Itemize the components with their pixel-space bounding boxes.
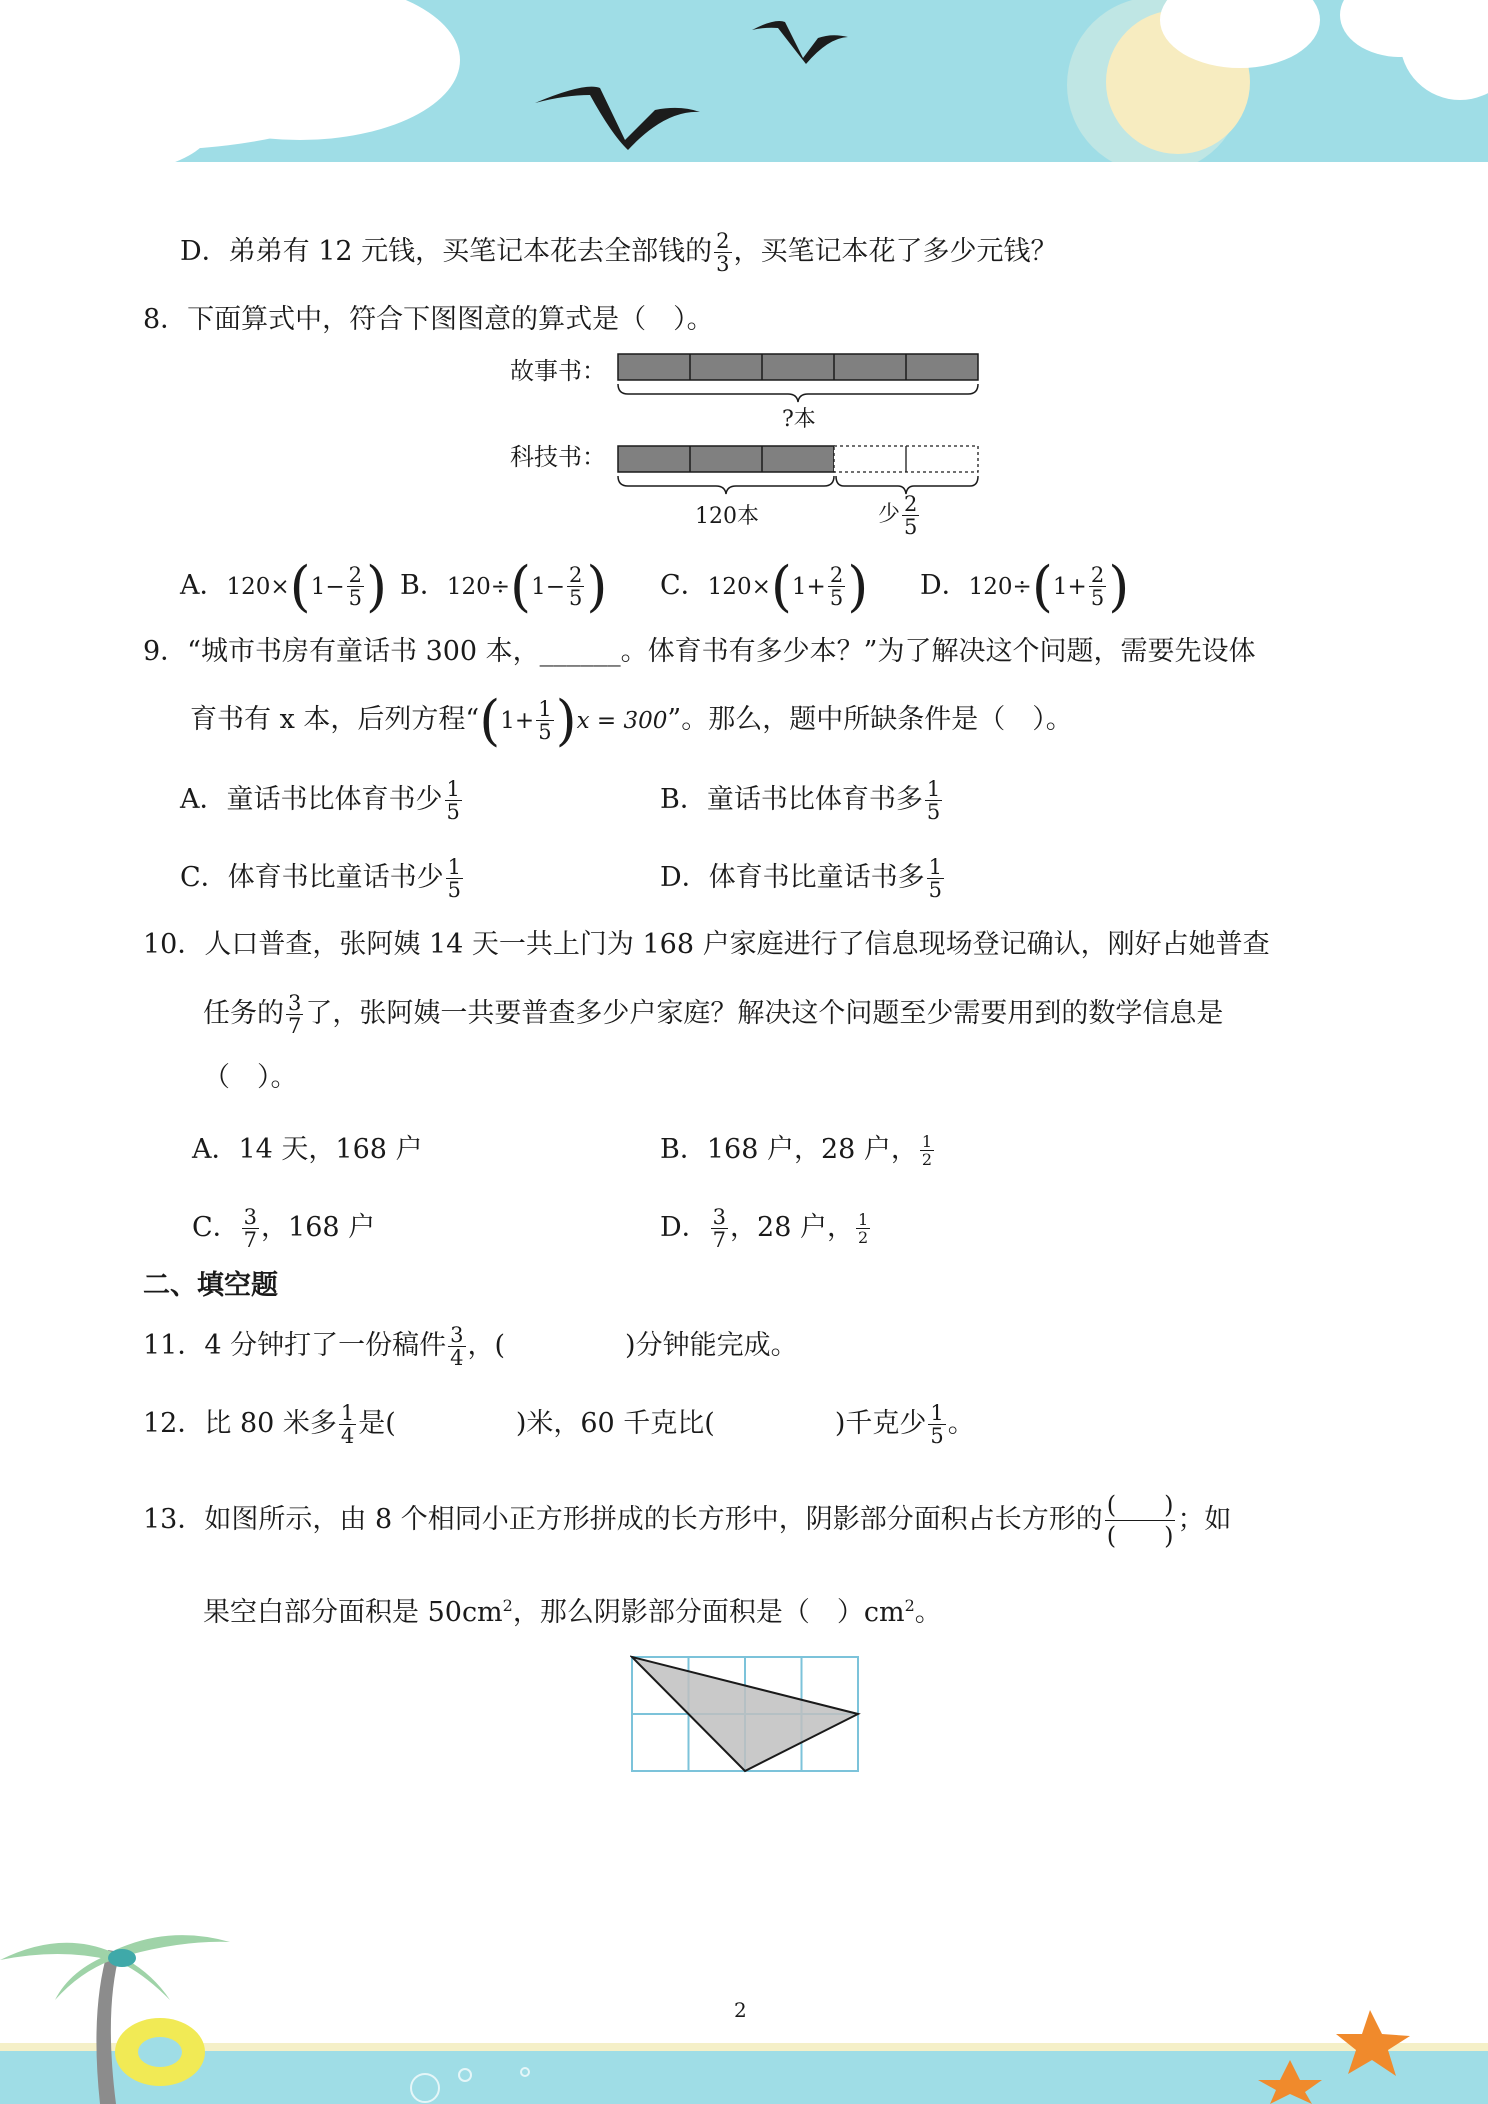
q9-line1: 9．“城市书房有童话书 300 本，______。体育书有多少本？”为了解决这个问题，需要先设体: [143, 636, 1256, 667]
q8-option-c: C． 120× ( 1+ $\frac{2}{5}$ ): [660, 554, 869, 618]
header-decoration: [0, 0, 1488, 170]
story-books-label: 故事书：: [510, 357, 606, 385]
sand-strip: [0, 2043, 1488, 2051]
q10-option-b: B．168 户，28 户， $\frac{1}{2}$: [660, 1132, 933, 1169]
sea-band: [0, 2051, 1488, 2104]
q9-equation: ( 1+ $\frac{1}{5}$ ) x = 300: [479, 688, 668, 752]
science-books-bar: [618, 446, 978, 472]
known-brace: [618, 476, 834, 494]
q10-option-d: D． $\frac{3}{7}$ ，28 户， $\frac{1}{2}$: [660, 1205, 869, 1252]
q10-line1: 10．人口普查，张阿姨 14 天一共上门为 168 户家庭进行了信息现场登记确认，刚好占她普查: [143, 929, 1270, 960]
q9-option-b: B．童话书比体育书多 $\frac{1}{5}$: [660, 777, 941, 824]
page-number: 2: [734, 1998, 747, 2022]
section-heading: 二、填空题: [143, 1270, 278, 1301]
unknown-count-label: ?本: [782, 407, 816, 432]
less-fraction-label: 少 $\frac{2}{5}$: [878, 491, 918, 539]
q7-option-d-text: D．弟弟有 12 元钱，买笔记本花去全部钱的: [180, 236, 713, 267]
science-books-label: 科技书：: [510, 443, 606, 471]
q13-line1: 13．如图所示，由 8 个相同小正方形拼成的长方形中，阴影部分面积占长方形的 $\frac{( )}{( )}$ ；如: [143, 1491, 1232, 1550]
q13-grid-figure: [630, 1655, 862, 1775]
less-brace: [836, 476, 978, 494]
q12: 12．比 80 米多 $\frac{1}{4}$ 是( )米，60 千克比( )千克少 $\frac{1}{5}$ 。: [143, 1401, 975, 1448]
q9-option-c: C．体育书比童话书少 $\frac{1}{5}$: [180, 855, 462, 902]
known-count-label: 120本: [695, 504, 759, 529]
q13-answer-fraction[interactable]: $\frac{( )}{( )}$: [1106, 1491, 1174, 1550]
q10-line2: 任务的 $\frac{3}{7}$ 了，张阿姨一共要普查多少户家庭？解决这个问题至少需要用到的数学信息是: [203, 991, 1224, 1038]
q13-line2: 果空白部分面积是 $50cm^2$，那么阴影部分面积是（ ）$cm^2$。: [203, 1596, 942, 1628]
q8-stem: 8．下面算式中，符合下图图意的算式是（ ）。: [143, 304, 714, 335]
q9-option-d: D．体育书比童话书多 $\frac{1}{5}$: [660, 855, 943, 902]
story-books-bar: [618, 354, 978, 380]
q9-line2: 育书有 x 本，后列方程“ ( 1+ $\frac{1}{5}$ ) x = 300 ”。那么，题中所缺条件是（ ）。: [190, 688, 1073, 752]
q11: 11．4 分钟打了一份稿件 $\frac{3}{4}$ ，( )分钟能完成。: [143, 1323, 798, 1370]
q9-option-a: A．童话书比体育书少 $\frac{1}{5}$: [180, 777, 460, 824]
footer-decoration: [0, 1930, 1488, 2104]
q8-bar-diagram: [500, 350, 1000, 550]
q8-option-b: B． 120÷ ( 1− $\frac{2}{5}$ ): [400, 554, 608, 618]
fraction: $\frac{2}{3}$: [716, 229, 730, 276]
q10-option-c: C． $\frac{3}{7}$ ，168 户: [192, 1205, 376, 1252]
q7-option-d: D．弟弟有 12 元钱，买笔记本花去全部钱的 $\frac{2}{3}$ ，买笔记本花了多少元钱？: [180, 229, 1058, 276]
story-brace: [618, 384, 978, 402]
bar-model: [500, 350, 1000, 550]
q8-option-a: A． 120× ( 1− $\frac{2}{5}$ ): [180, 554, 388, 618]
coconut: [108, 1949, 136, 1967]
q10-option-a: A．14 天，168 户: [192, 1134, 423, 1165]
q10-line3: （ ）。: [203, 1062, 298, 1093]
q8-option-d: D． 120÷ ( 1+ $\frac{2}{5}$ ): [920, 554, 1130, 618]
